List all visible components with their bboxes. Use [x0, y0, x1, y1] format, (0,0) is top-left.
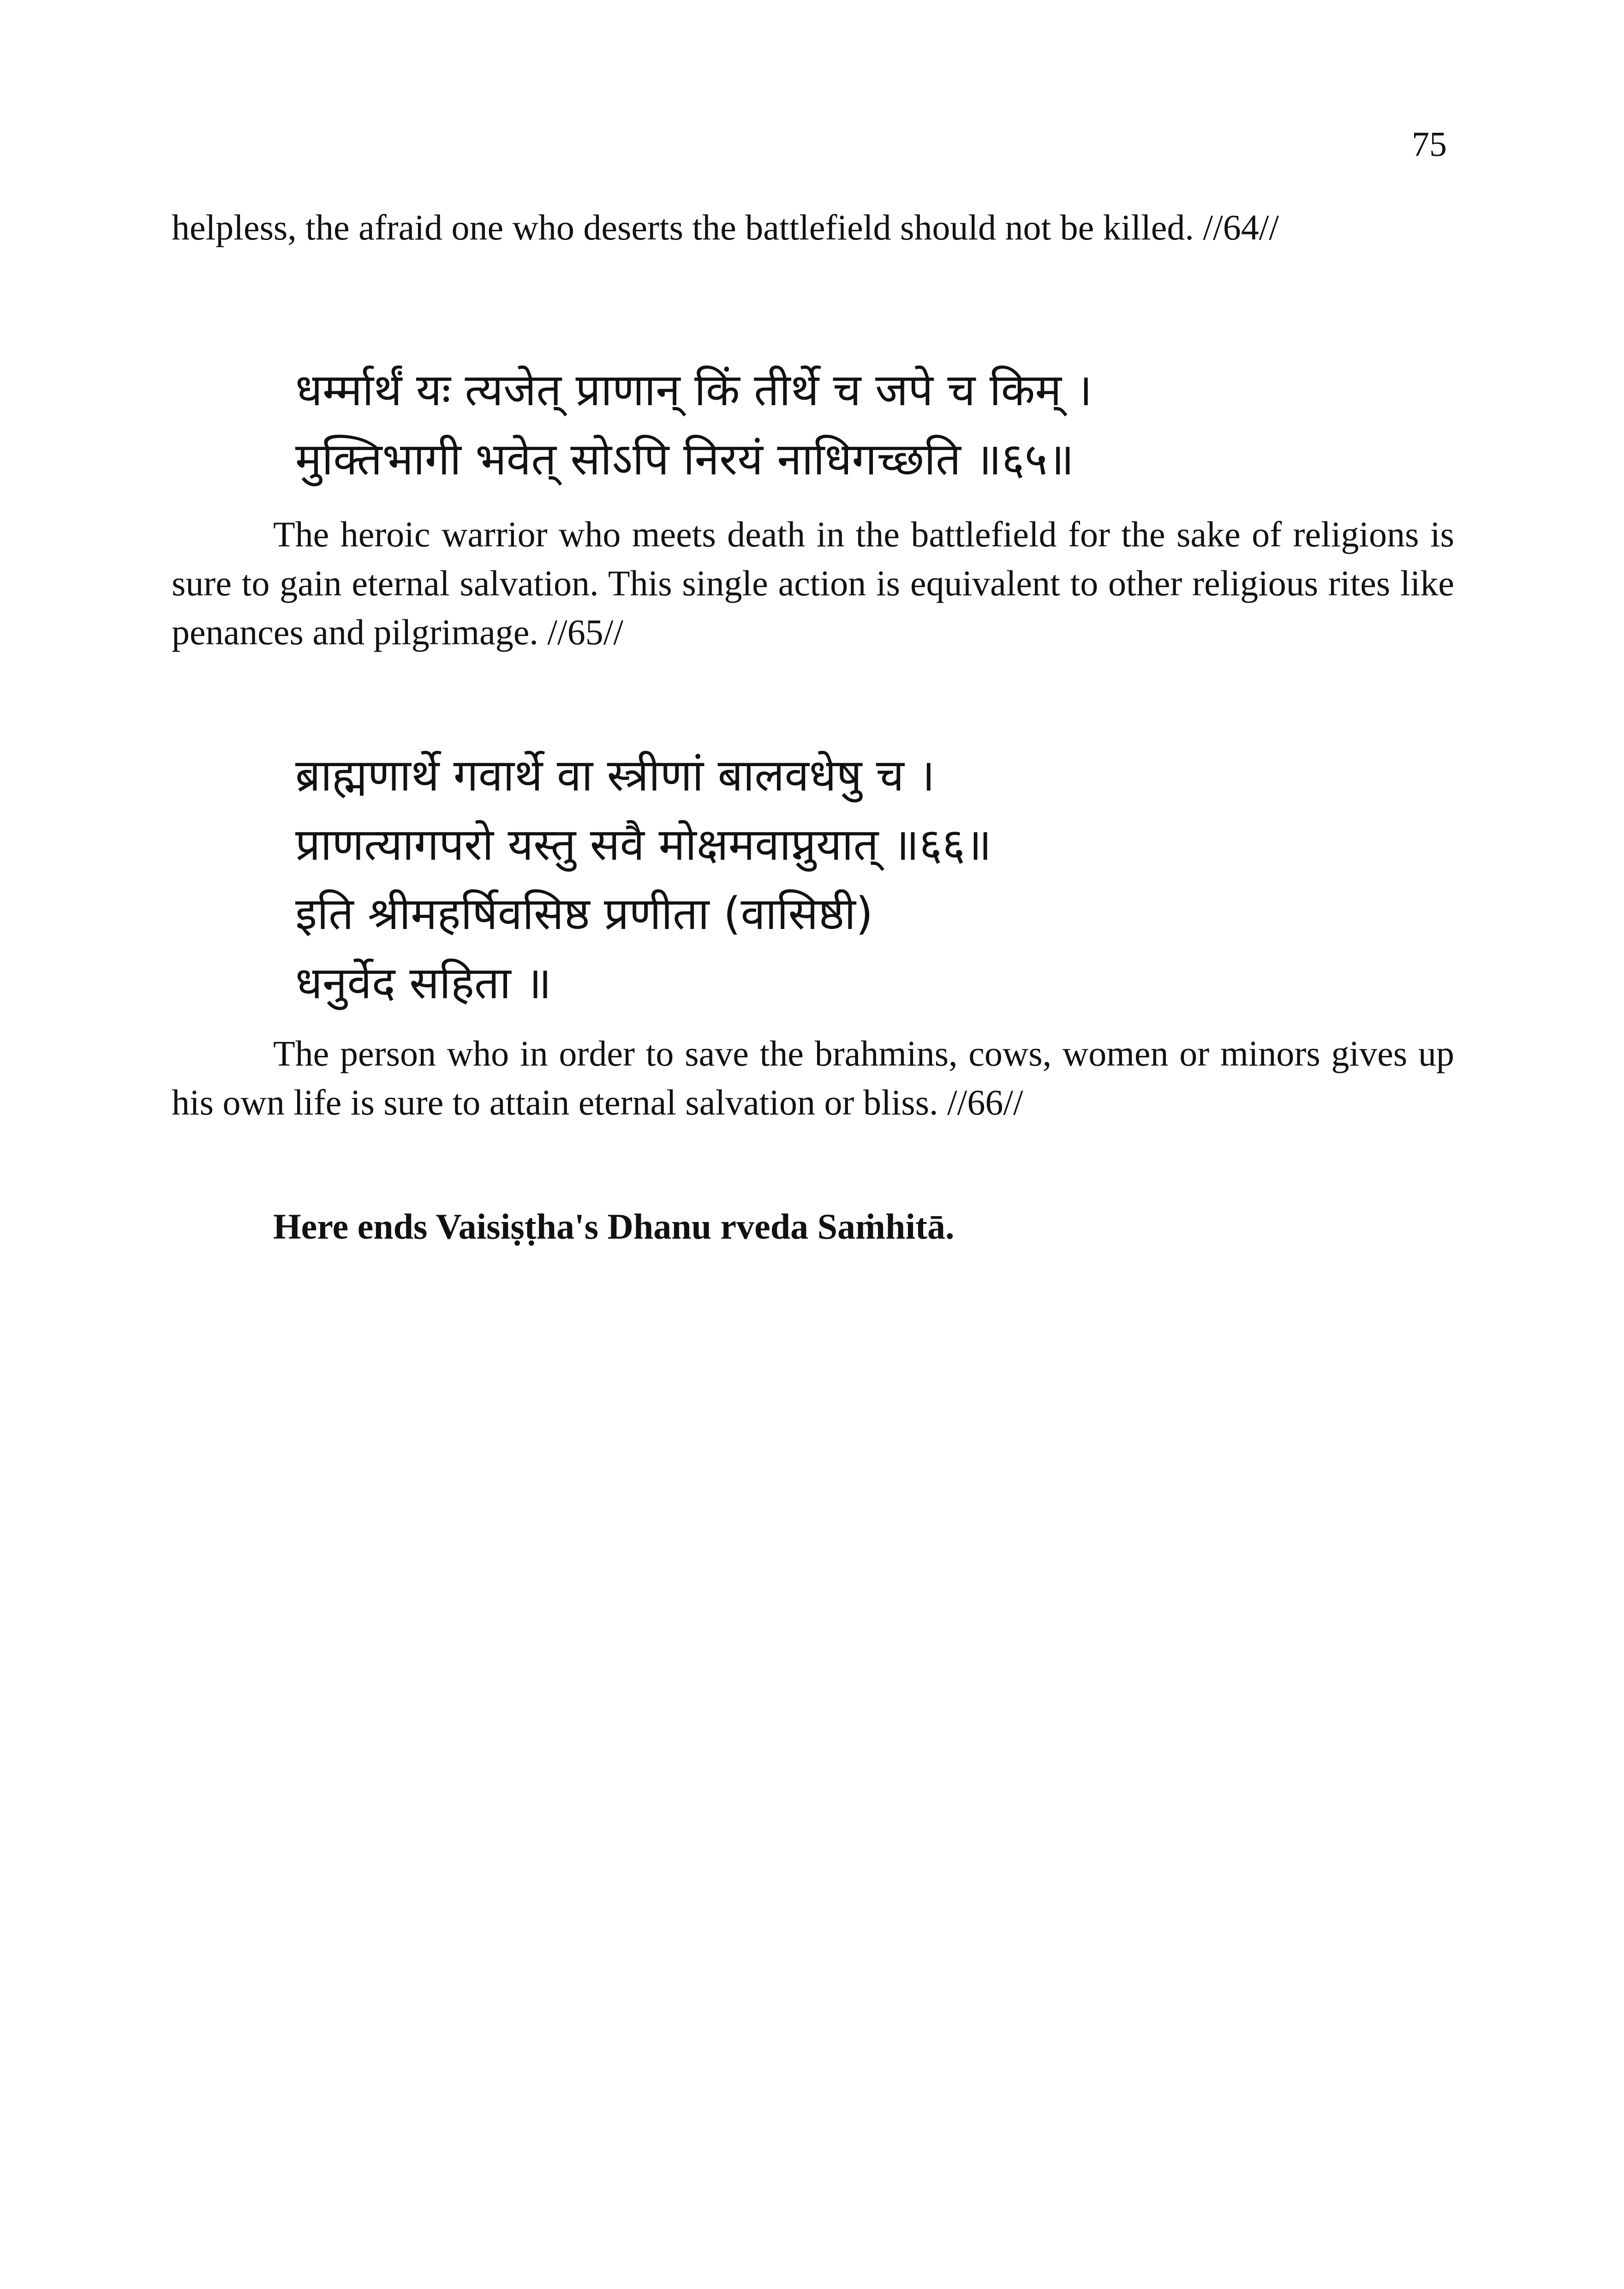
verse-65	[295, 355, 1093, 494]
verse-65-line-2: मुक्तिभागी भवेत् सोऽपि निरयं नाधिगच्छति ॥६५॥	[295, 433, 1075, 485]
verse-66-line-1: ब्राह्मणार्थे गवार्थे वा स्त्रीणां बालवधेषु च ।	[295, 749, 935, 801]
verse-66	[295, 741, 992, 1018]
verse-66-line-3: इति श्रीमहर्षिवसिष्ठ प्रणीता (वासिष्ठी)	[295, 888, 873, 940]
paragraph-64: helpless, the afraid one who deserts the battlefield should not be killed. //64//	[172, 207, 1279, 247]
colophon: Here ends Vaisiṣṭha's Dhanu rveda Saṁhitā.	[273, 1206, 955, 1246]
paragraph-66: The person who in order to save the brahmins, cows, women or minors gives up his own life is sure to attain eternal salvation or bliss. //66//	[172, 1033, 1454, 1122]
page-number: 75	[1412, 125, 1447, 164]
verse-66-line-4: धनुर्वेद सहिता ॥	[295, 957, 552, 1009]
verse-66-line-2: प्राणत्यागपरो यस्तु सवै मोक्षमवाप्नुयात् ॥६६॥	[295, 819, 992, 870]
verse-65-line-1: धर्म्मार्थं यः त्यजेत् प्राणान् किं तीर्थे च जपे च किम् ।	[295, 364, 1093, 416]
paragraph-65: The heroic warrior who meets death in the battlefield for the sake of religions is sure to gain eternal salvation. This single action is equivalent to other religious rites like penances and pilgrimage. //65//	[172, 514, 1454, 652]
